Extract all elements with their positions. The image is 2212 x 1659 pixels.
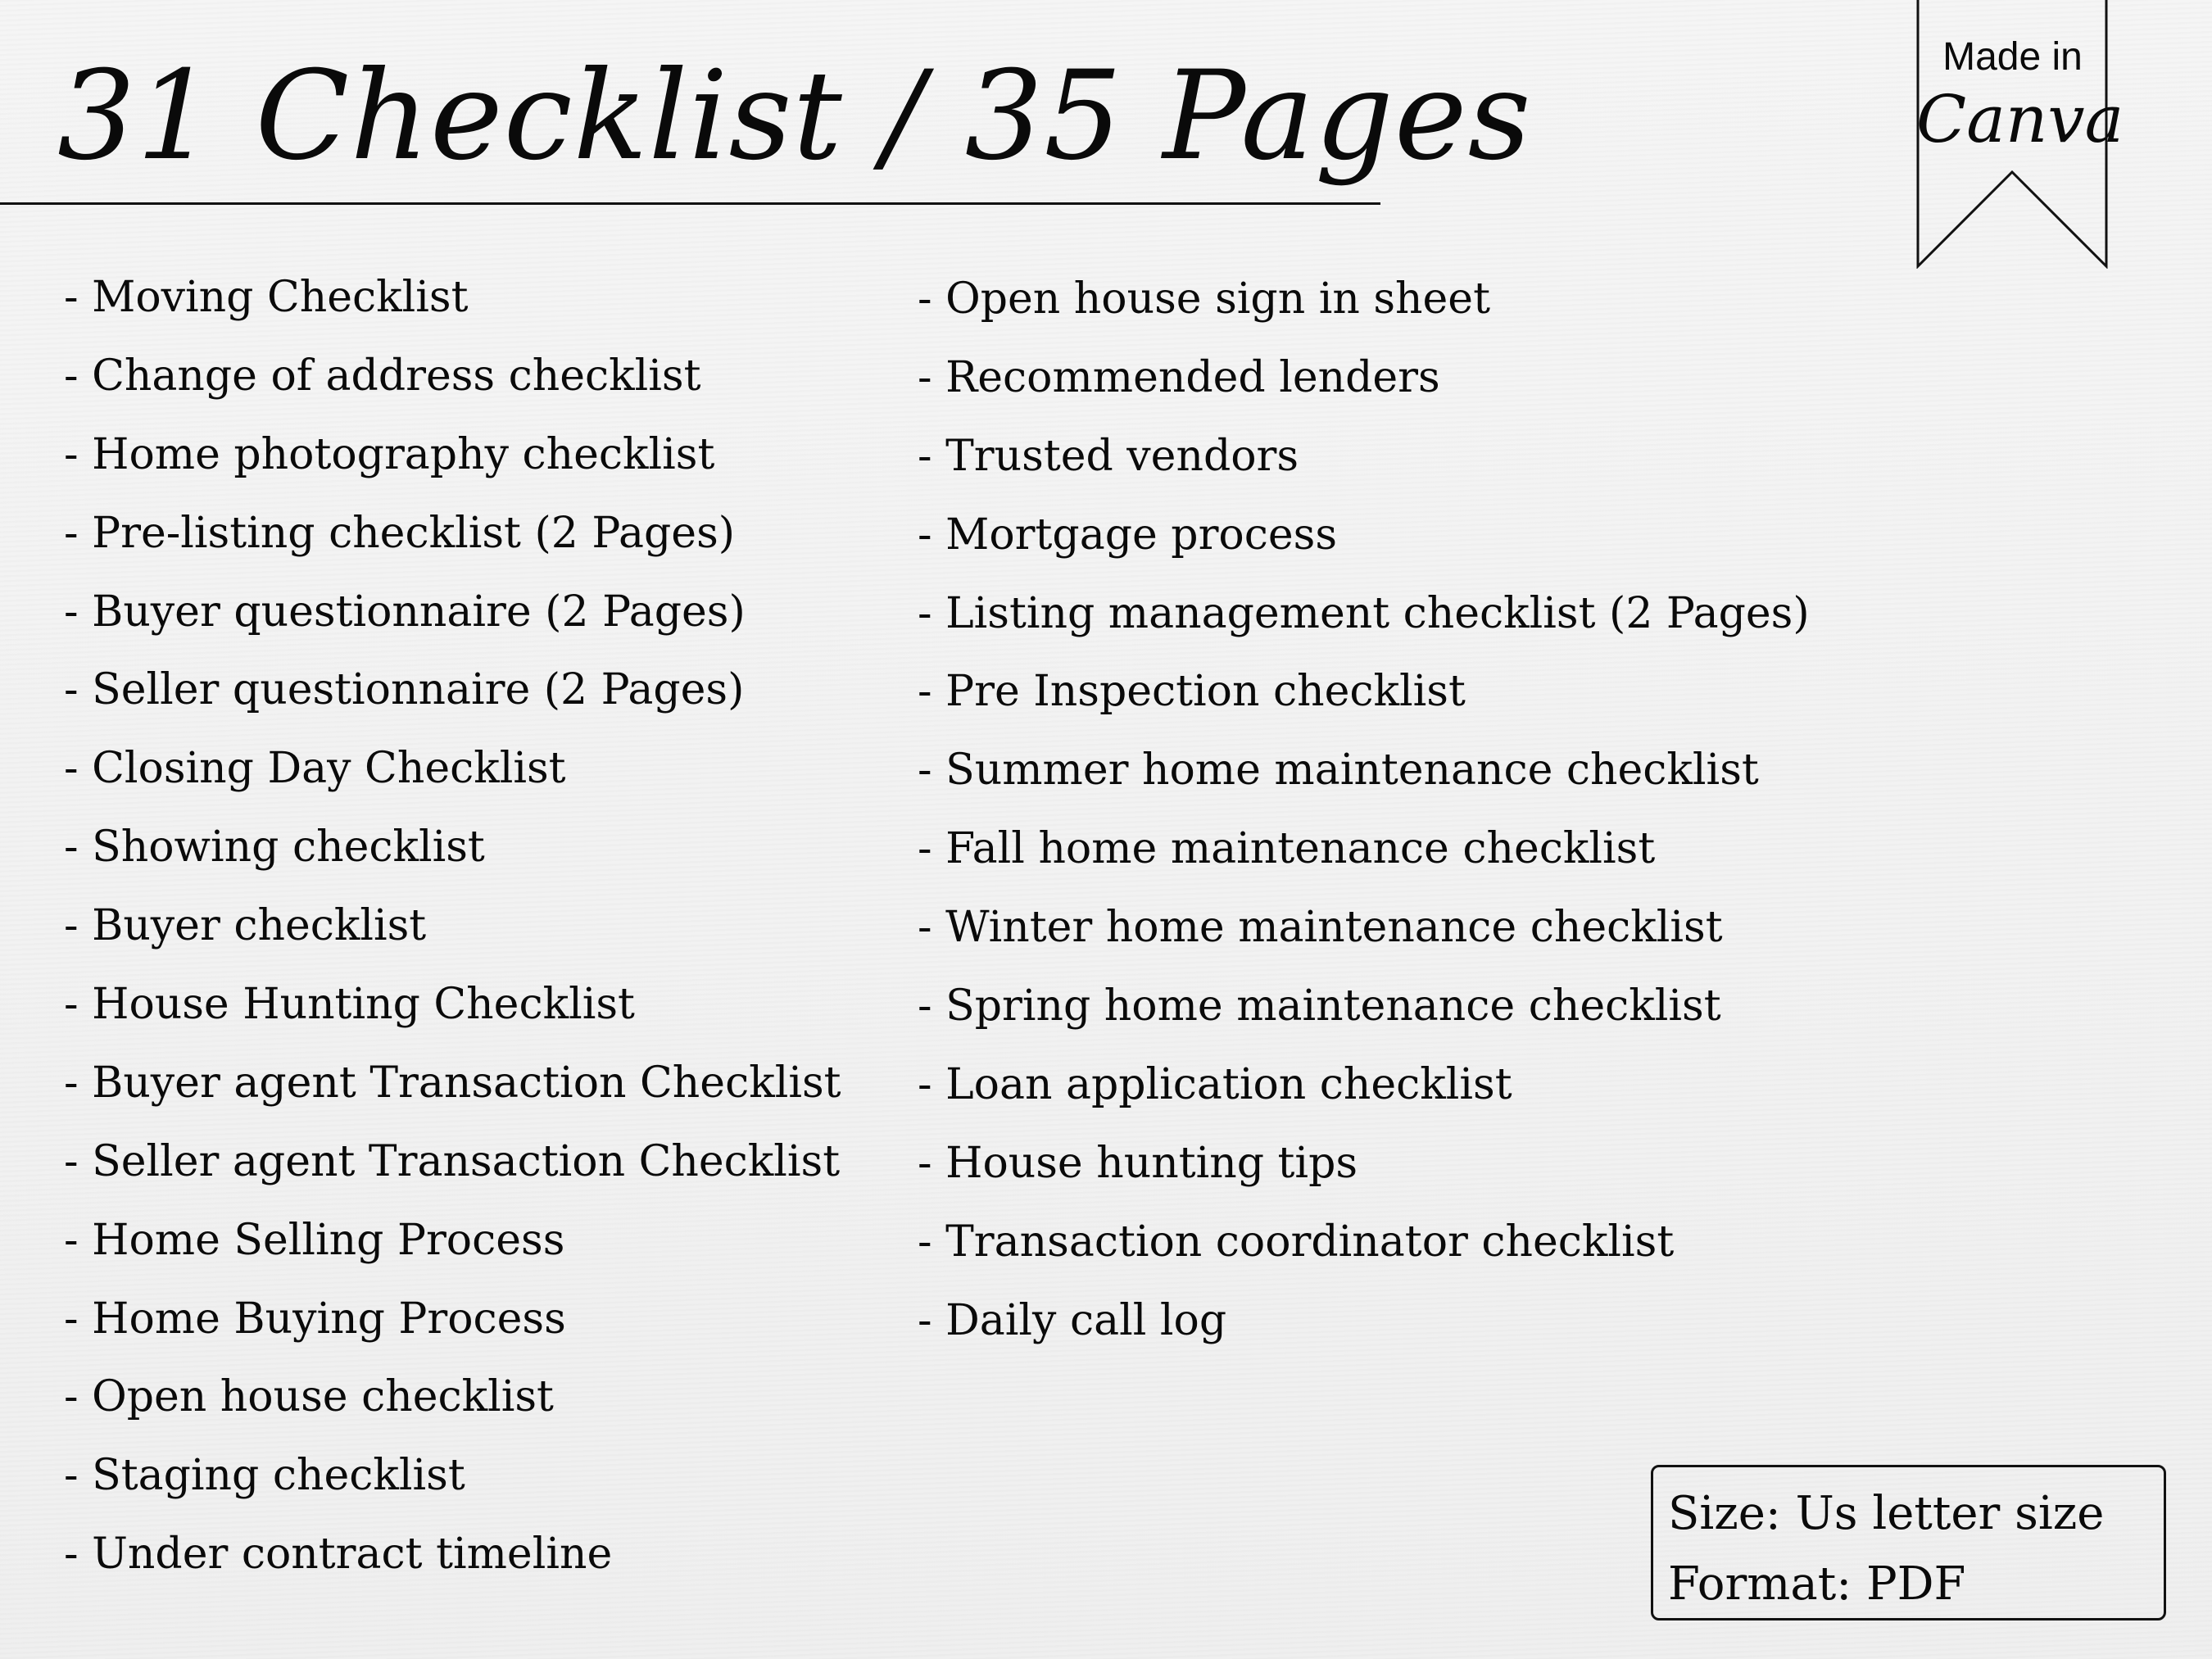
file-info-box (1651, 1465, 2166, 1620)
list-item: - Mortgage process (918, 510, 1338, 560)
size-info: Size: Us letter size (1668, 1487, 2105, 1540)
list-item: - Under contract timeline (64, 1530, 613, 1580)
list-item: - Home Selling Process (64, 1215, 565, 1265)
list-item: - House hunting tips (918, 1138, 1358, 1188)
format-info: Format: PDF (1668, 1557, 1966, 1611)
list-item: - Summer home maintenance checklist (918, 746, 1759, 796)
list-item: - Fall home maintenance checklist (918, 824, 1656, 874)
list-item: - Loan application checklist (918, 1059, 1512, 1109)
list-item: - Spring home maintenance checklist (918, 981, 1721, 1031)
list-item: - Home photography checklist (64, 429, 715, 479)
made-in-canva-badge (1916, 0, 2124, 269)
list-item: - Moving Checklist (64, 273, 469, 322)
checklist-column-right (918, 261, 1810, 1360)
list-item: - House Hunting Checklist (64, 980, 635, 1030)
list-item: - Pre Inspection checklist (918, 667, 1466, 717)
list-item: - Buyer questionnaire (2 Pages) (64, 587, 746, 637)
list-item: - Listing management checklist (2 Pages) (918, 588, 1810, 638)
list-item: - Open house checklist (64, 1372, 554, 1422)
list-item: - Open house sign in sheet (918, 274, 1490, 324)
list-item: - Seller agent Transaction Checklist (64, 1136, 841, 1186)
list-item: - Staging checklist (64, 1451, 465, 1501)
badge-brand: Canva (1916, 81, 2124, 157)
page-title: 31 Checklist / 35 Pages (57, 45, 1532, 188)
badge-made-in: Made in (1942, 35, 2083, 79)
list-item: - Showing checklist (64, 823, 485, 873)
checklist-column-left (64, 259, 841, 1594)
list-item: - Transaction coordinator checklist (918, 1217, 1675, 1267)
list-item: - Buyer agent Transaction Checklist (64, 1058, 841, 1108)
list-item: - Closing Day Checklist (64, 744, 566, 794)
list-item: - Change of address checklist (64, 351, 701, 401)
list-item: - Home Buying Process (64, 1294, 566, 1344)
list-item: - Buyer checklist (64, 901, 427, 951)
list-item: - Trusted vendors (918, 431, 1299, 481)
list-item: - Daily call log (918, 1295, 1227, 1345)
list-item: - Seller questionnaire (2 Pages) (64, 665, 745, 715)
title-divider (0, 202, 1380, 205)
list-item: - Pre-listing checklist (2 Pages) (64, 508, 736, 558)
list-item: - Recommended lenders (918, 352, 1440, 402)
list-item: - Winter home maintenance checklist (918, 903, 1723, 953)
